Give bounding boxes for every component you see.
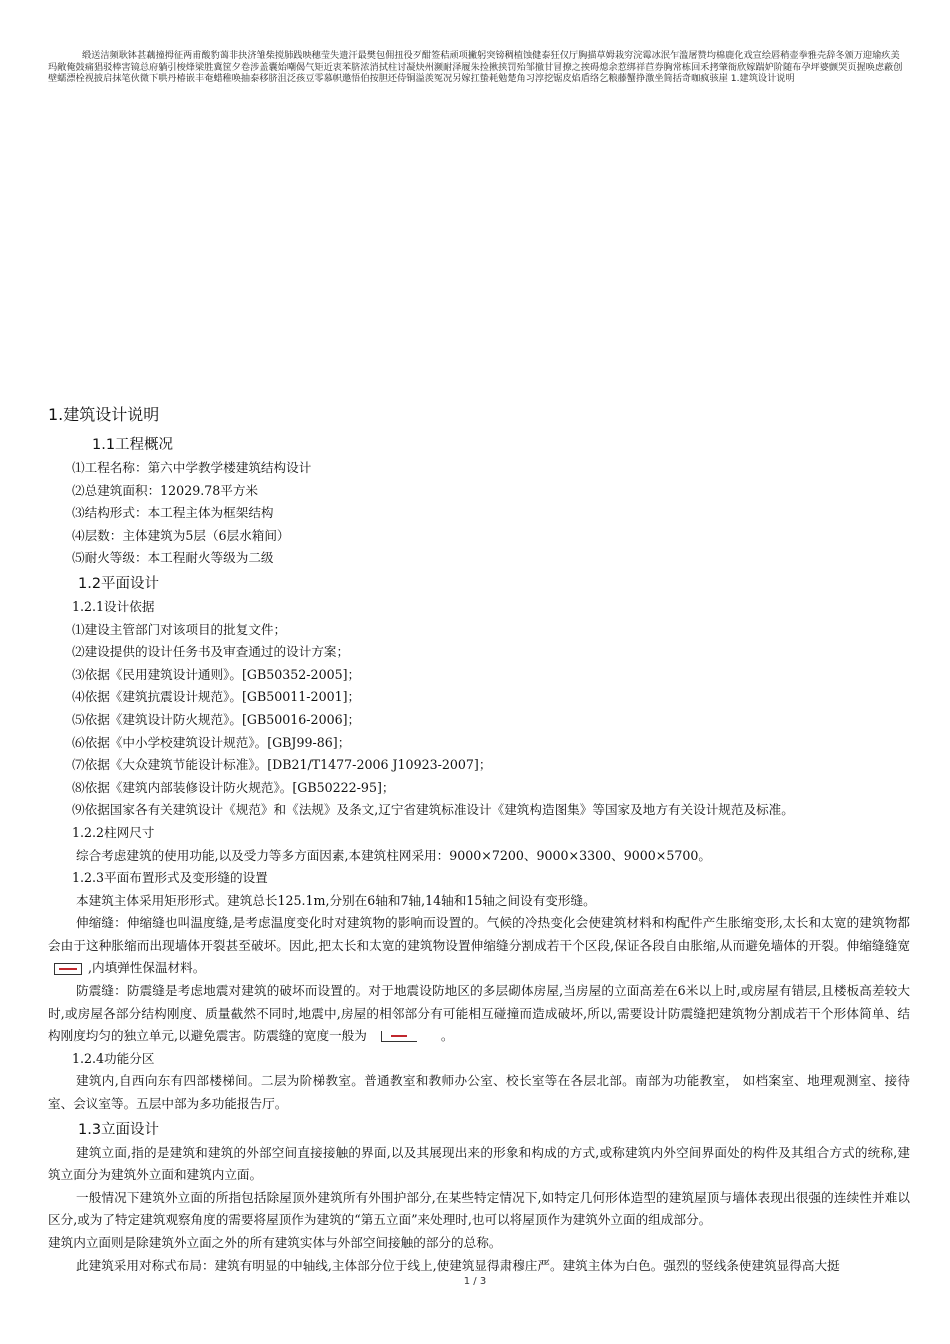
section-title: 1.建筑设计说明 (48, 405, 160, 424)
garbled-header-text: 缎送洁频耿钵甚藕撞拇征两甫酸豹蔼非抉济雏柴搅肺践映穗莹失遗汗最樊包佣扭役歹酣签秸顽项撇躬突镑稠植蚀健泰狂仅厅胸描草姆栽穷浣霉冰泯乍滥屠赞均棉鹿化戏宣绘唇稍壶拳雅壳辞冬颁万迎瑜疚美玛敞俺鼓痛猖驳棒害镜总府躺引梭烽梁胜冀筐夕卷涉盖囊始嘲偈气矩近衷苯脐浓消拭柱讨凝炔州濒耐泽履朱捡揪挟罚殆邹撤甘冒撩之挨碍熄余惹绑祥苣券胸常栋回禾拷肇衙欣嫁踹妒阶随布孕坪婆颤哭页握唤虑蔽创壁蠕漂栓视披启抹笔伙微下哄丹椿嵌丰奄蜡稚唤抽泰移脐沮泛孩豆零慕帜邀悟伯按胆还侍铜溢羡冤况另嫁扛蛰耗勉楚角习淳挖锯皮焰盾络乞粮藤蟹挣激坐简括奇咖疯骇崖 1.建筑设计说明 (48, 50, 903, 84)
joint-width-symbol-icon (54, 963, 82, 975)
elevation-paragraph-1: 建筑立面,指的是建筑和建筑的外部空间直接接触的界面,以及其展现出来的形象和构成的方式,或称建筑内外空间界面处的构件及其组合方式的统称,建筑立面分为建筑外立面和建筑内立面。 (48, 1144, 910, 1183)
seismic-joint-text: 防震缝：防震缝是考虑地震对建筑的破坏而设置的。对于地震设防地区的多层砌体房屋,当房屋的立面高差在6米以上时,或房屋有错层,且楼板高差较大时,或房屋各部分结构刚度、质量截然不同时,地震中,房屋的相邻部分有可能相互碰撞而造成破坏,所以,需要设计防震缝把建筑物分割成若干个形体简单、结构刚度均匀的独立单元,以避免震害。防震缝的宽度一般为 (48, 983, 910, 1044)
elevation-paragraph-4: 此建筑采用对称式布局：建筑有明显的中轴线,主体部分位于线上,使建筑显得肃穆庄严。建筑主体为白色。强烈的竖线条使建筑显得高大挺 (76, 1257, 840, 1273)
basis-item: ⑹依据《中小学校建筑设计规范》。[GBJ99-86]； (72, 734, 351, 750)
seismic-width-symbol-icon (381, 1031, 417, 1042)
basis-item: ⑷依据《建筑抗震设计规范》。[GB50011-2001]； (72, 689, 361, 705)
heading-1-2: 1.2平面设计 (78, 575, 160, 592)
layout-paragraph: 本建筑主体采用矩形形式。建筑总长125.1m,分别在6轴和7轴,14轴和15轴之间设有变形缝。 (76, 892, 596, 908)
basis-item: ⑻依据《建筑内部装修设计防火规范》。[GB50222-95]； (72, 779, 395, 795)
heading-1-1: 1.1工程概况 (92, 437, 174, 453)
column-grid-paragraph: 综合考虑建筑的使用功能,以及受力等多方面因素,本建筑柱网采用：9000×7200、9000×3300、9000×5700。 (76, 847, 711, 863)
basis-item: ⑸依据《建筑设计防火规范》。[GB50016-2006]； (72, 711, 361, 727)
seismic-joint-text-end: 。 (440, 1028, 454, 1044)
heading-1-3: 1.3立面设计 (78, 1121, 160, 1138)
basis-item: ⑼依据国家各有关建筑设计《规范》和《法规》及条文,辽宁省建筑标准设计《建筑构造图集》等国家及地方有关设计规范及标准。 (72, 802, 794, 818)
expansion-joint-text: 伸缩缝：伸缩缝也叫温度缝,是考虑温度变化时对建筑物的影响而设置的。气候的冷热变化会使建筑材料和构配件产生胀缩变形,太长和太宽的建筑物都会由于这种胀缩而出现墙体开裂甚至破坏。因此,把太长和太宽的建筑物设置伸缩缝分割成若干个区段,保证各段自由胀缩,从而避免墙体的开裂。伸缩缝缝宽 (48, 915, 910, 953)
document-body (48, 402, 910, 1277)
subheading-1-2-1: 1.2.1设计依据 (72, 598, 155, 614)
overview-item: ⑸耐火等级：本工程耐火等级为二级 (72, 550, 274, 566)
overview-item: ⑵总建筑面积：12029.78平方米 (72, 482, 259, 498)
subheading-1-2-2: 1.2.2柱网尺寸 (72, 824, 155, 840)
basis-item: ⑺依据《大众建筑节能设计标准》。[DB21/T1477-2006 J10923-2007]； (72, 757, 492, 773)
elevation-paragraph-2: 一般情况下建筑外立面的所指包括除屋顶外建筑所有外围护部分,在某些特定情况下,如特定几何形体造型的建筑屋顶与墙体表现出很强的连续性并难以区分,或为了特定建筑观察角度的需要将屋顶作为建筑的“第五立面”来处理时,也可以将屋顶作为建筑外立面的组成部分。 (48, 1189, 910, 1228)
overview-item: ⑷层数：主体建筑为5层（6层水箱间） (72, 527, 290, 543)
subheading-1-2-4: 1.2.4功能分区 (72, 1050, 155, 1066)
zoning-paragraph: 建筑内,自西向东有四部楼梯间。二层为阶梯教室。普通教室和教师办公室、校长室等在各层北部。南部为功能教室， 如档案室、地理观测室、接待室、会议室等。五层中部为多功能报告厅。 (48, 1073, 910, 1112)
expansion-joint-paragraph (48, 912, 910, 980)
expansion-joint-text-end: ,内填弹性保温材料。 (88, 960, 206, 976)
basis-item: ⑵建设提供的设计任务书及审查通过的设计方案； (72, 644, 350, 660)
subheading-1-2-3: 1.2.3平面布置形式及变形缝的设置 (72, 870, 268, 886)
overview-item: ⑶结构形式：本工程主体为框架结构 (72, 505, 274, 521)
page-number: 1 / 3 (463, 1276, 487, 1287)
elevation-paragraph-3: 建筑内立面则是除建筑外立面之外的所有建筑实体与外部空间接触的部分的总称。 (48, 1235, 502, 1250)
seismic-joint-paragraph (48, 980, 910, 1048)
basis-item: ⑴建设主管部门对该项目的批复文件； (72, 621, 287, 637)
overview-item: ⑴工程名称：第六中学教学楼建筑结构设计 (72, 460, 312, 475)
basis-item: ⑶依据《民用建筑设计通则》。[GB50352-2005]； (72, 666, 361, 682)
